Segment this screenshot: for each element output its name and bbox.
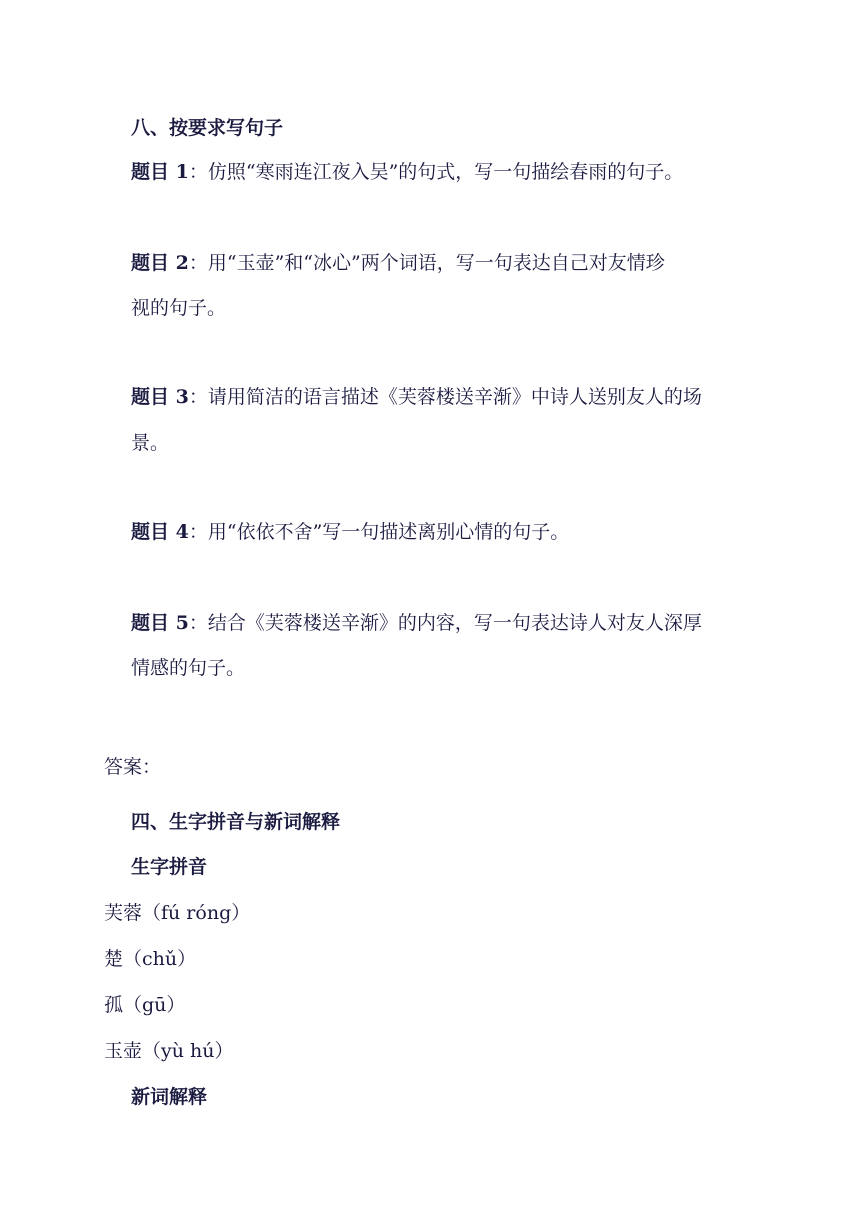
section-4-title: 四、生字拼音与新词解释 — [131, 811, 341, 833]
pinyin-item-chu: 楚（chǔ） — [104, 948, 197, 970]
question-1-colon: ： — [188, 161, 208, 183]
question-5-label: 题目 5 — [131, 612, 189, 634]
answers-heading: 答案： — [104, 756, 162, 778]
question-3-label: 题目 3 — [131, 386, 189, 408]
question-5 — [131, 611, 702, 635]
question-3 — [131, 385, 702, 409]
pinyin-item-gu: 孤（gū） — [104, 994, 186, 1016]
question-3-colon: ： — [188, 386, 208, 408]
pinyin-item-yuhu: 玉壶（yù hú） — [104, 1040, 234, 1062]
question-4-label: 题目 4 — [131, 521, 189, 543]
question-3-text-line-2: 景。 — [131, 432, 170, 454]
question-2-label: 题目 2 — [131, 252, 189, 274]
question-1-label: 题目 1 — [131, 161, 189, 183]
question-5-text-line-2: 情感的句子。 — [131, 657, 246, 679]
new-words-heading: 新词解释 — [131, 1086, 208, 1108]
question-4 — [131, 520, 569, 544]
pinyin-item-furong: 芙蓉（fú róng） — [104, 902, 251, 924]
section-8-title: 八、按要求写句子 — [131, 117, 284, 139]
question-5-colon: ： — [188, 612, 208, 634]
question-2-text-line-2: 视的句子。 — [131, 297, 227, 319]
question-1 — [131, 160, 683, 184]
question-5-text-line-1: 结合《芙蓉楼送辛渐》的内容，写一句表达诗人对友人深厚 — [207, 612, 702, 634]
question-2-colon: ： — [188, 252, 208, 274]
question-3-text-line-1: 请用简洁的语言描述《芙蓉楼送辛渐》中诗人送别友人的场 — [207, 386, 702, 408]
question-2-text-line-1: 用“玉壶”和“冰心”两个词语，写一句表达自己对友情珍 — [207, 252, 665, 274]
question-1-text-line-1: 仿照“寒雨连江夜入吴”的句式，写一句描绘春雨的句子。 — [207, 161, 684, 183]
question-4-colon: ： — [188, 521, 208, 543]
question-2 — [131, 251, 665, 275]
question-4-text-line-1: 用“依依不舍”写一句描述离别心情的句子。 — [207, 521, 570, 543]
pinyin-heading: 生字拼音 — [131, 856, 208, 878]
